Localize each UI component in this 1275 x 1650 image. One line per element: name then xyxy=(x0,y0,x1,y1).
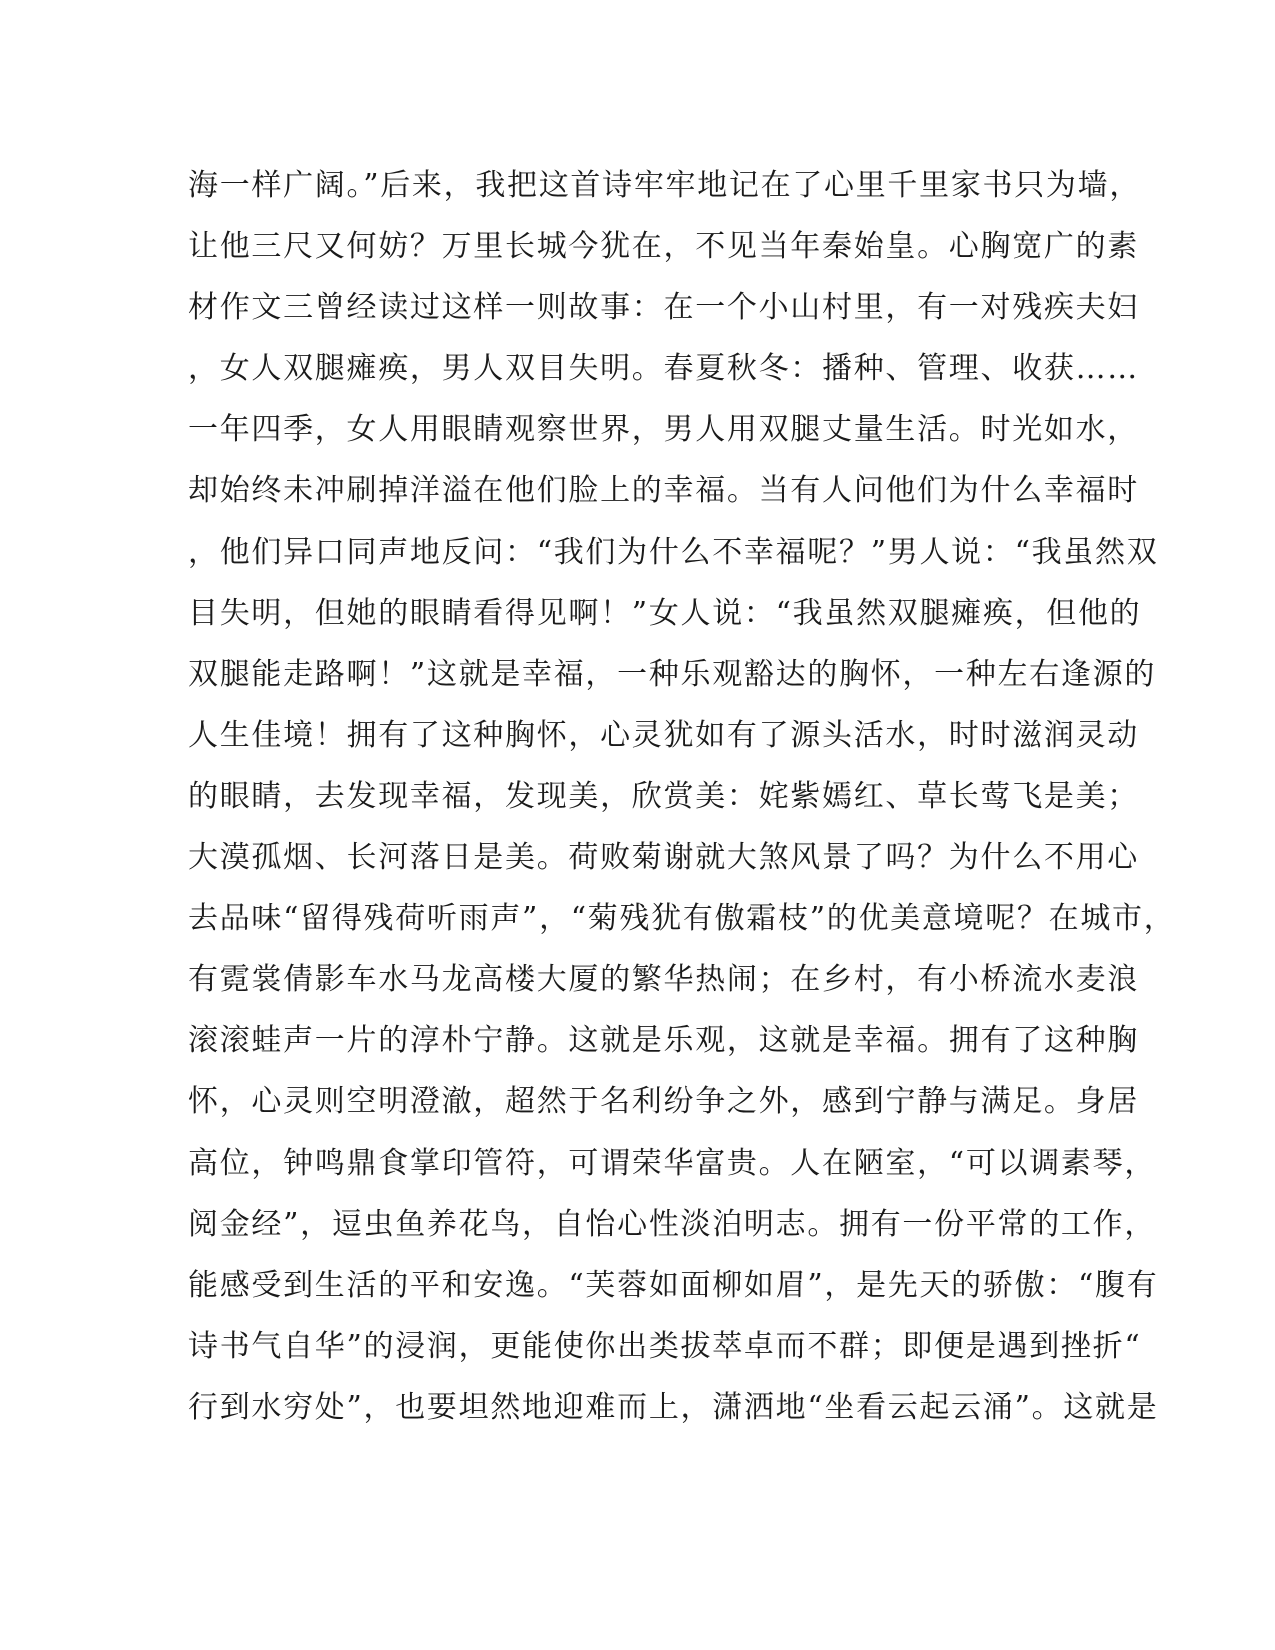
text-line: ，女人双腿瘫痪，男人双目失明。春夏秋冬：播种、管理、收获…… xyxy=(188,351,1139,387)
text-line: 材作文三曾经读过这样一则故事：在一个小山村里，有一对残疾夫妇 xyxy=(188,290,1139,326)
text-line: 高位，钟鸣鼎食掌印管符，可谓荣华富贵。人在陋室，“可以调素琴， xyxy=(188,1145,1157,1181)
text-line: 人生佳境！拥有了这种胸怀，心灵犹如有了源头活水，时时滋润灵动 xyxy=(188,717,1139,753)
text-line: 滚滚蛙声一片的淳朴宁静。这就是乐观，这就是幸福。拥有了这种胸 xyxy=(188,1023,1139,1059)
text-line: 海一样广阔。”后来，我把这首诗牢牢地记在了心里千里家书只为墙， xyxy=(188,168,1142,203)
text-line: 有霓裳倩影车水马龙高楼大厦的繁华热闹；在乡村，有小桥流水麦浪 xyxy=(188,962,1139,998)
text-line: 阅金经”，逗虫鱼养花鸟，自怡心性淡泊明志。拥有一份平常的工作， xyxy=(188,1206,1157,1242)
body-text xyxy=(188,155,1176,1438)
text-line: 怀，心灵则空明澄澈，超然于名利纷争之外，感到宁静与满足。身居 xyxy=(188,1084,1139,1120)
text-line: ，他们异口同声地反问：“我们为什么不幸福呢？”男人说：“我虽然双 xyxy=(188,534,1159,570)
text-line: 却始终未冲刷掉洋溢在他们脸上的幸福。当有人问他们为什么幸福时 xyxy=(188,473,1139,509)
text-line: 的眼睛，去发现幸福，发现美，欣赏美：姹紫嫣红、草长莺飞是美； xyxy=(188,778,1139,814)
text-line: 大漠孤烟、长河落日是美。荷败菊谢就大煞风景了吗？为什么不用心 xyxy=(188,840,1139,876)
text-line: 去品味“留得残荷听雨声”，“菊残犹有傲霜枝”的优美意境呢？在城市， xyxy=(188,901,1176,937)
text-line: 一年四季，女人用眼睛观察世界，男人用双腿丈量生活。时光如水， xyxy=(188,412,1139,448)
text-line: 双腿能走路啊！”这就是幸福，一种乐观豁达的胸怀，一种左右逢源的 xyxy=(188,656,1157,692)
text-line: 目失明，但她的眼睛看得见啊！”女人说：“我虽然双腿瘫痪，但他的 xyxy=(188,595,1142,631)
text-line: 诗书气自华”的浸润，更能使你出类拔萃卓而不群；即便是遇到挫折“ xyxy=(188,1328,1142,1364)
text-line: 能感受到生活的平和安逸。“芙蓉如面柳如眉”，是先天的骄傲：“腹有 xyxy=(188,1267,1159,1303)
text-line: 让他三尺又何妨？万里长城今犹在，不见当年秦始皇。心胸宽广的素 xyxy=(188,229,1139,265)
text-line: 行到水穷处”，也要坦然地迎难而上，潇洒地“坐看云起云涌”。这就是 xyxy=(188,1389,1159,1425)
